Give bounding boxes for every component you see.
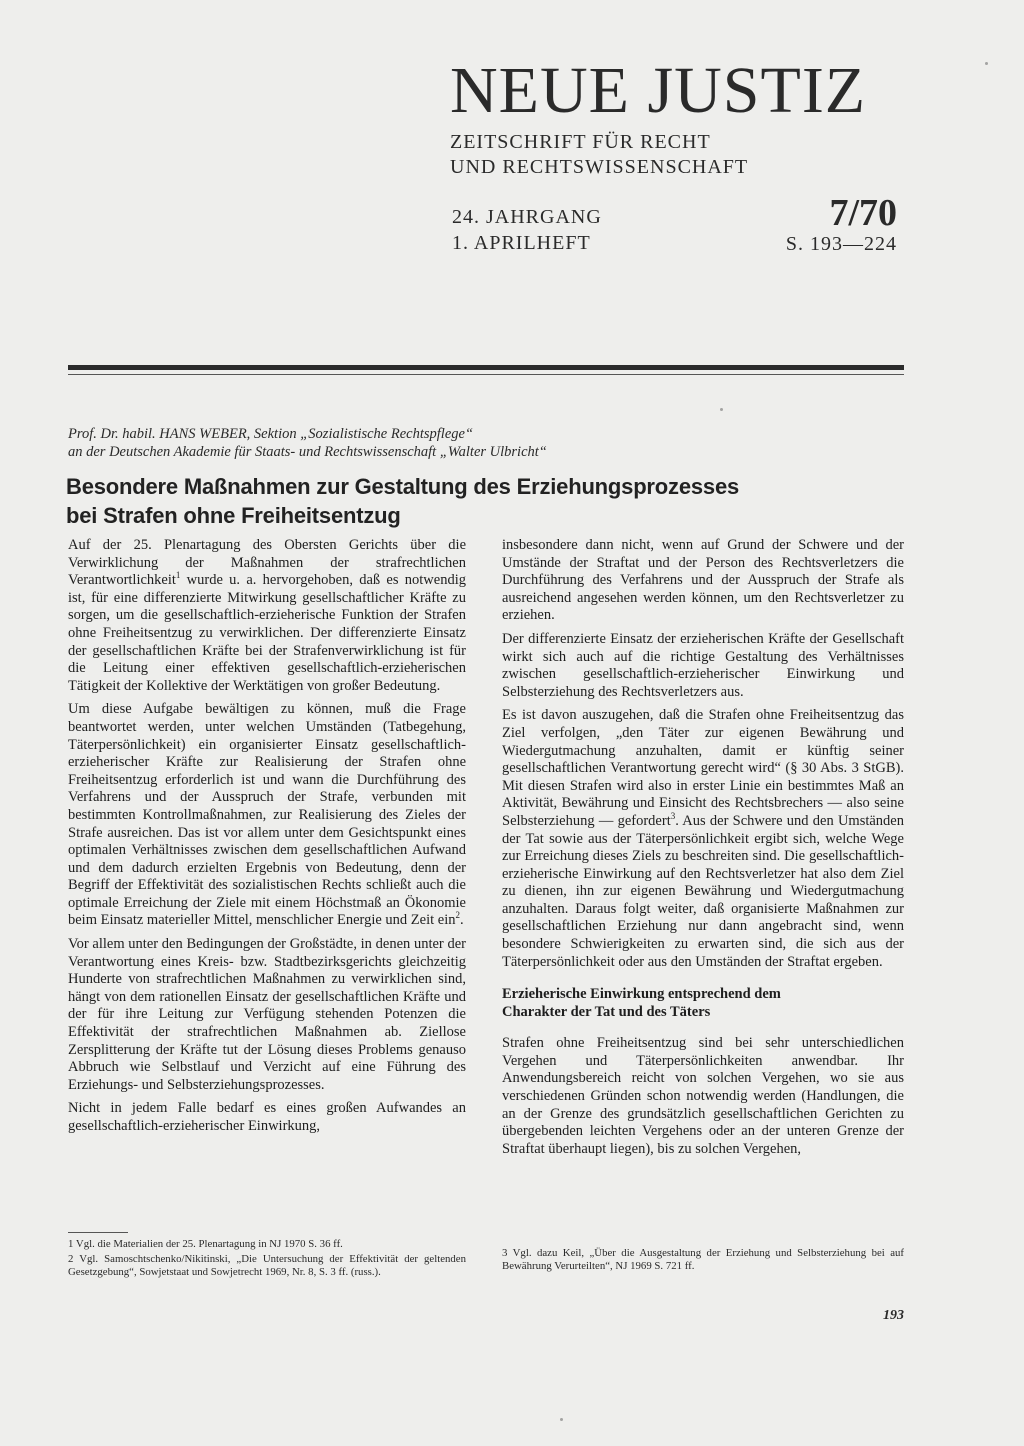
right-paragraph: Strafen ohne Freiheitsentzug sind bei sehr unterschiedlichen Vergehen und Täterpersönlichkeiten anwendbar. Ihr Anwendungsbereich reicht von solchen Vergehen, wo sie aus verschiedenen Gründen schon notwendig werden (Handlungen, die an der Grenze des grundsätzlich gesellschaftlichen Gerichten zu übergebenden leichten Vergehens oder an der unteren Grenze der Straftat überhaupt liegen), bis zu solchen Vergehen, <box>502 1035 904 1157</box>
footnotes-right <box>502 1247 904 1275</box>
issue-pages: S. 193—224 <box>785 233 897 255</box>
article-headline <box>66 472 926 530</box>
left-paragraph: Um diese Aufgabe bewältigen zu können, muß die Frage beantwortet werden, unter welchen Umständen (Tatbegehung, Täterpersönlichkeit) ein organisierter Einsatz gesellschaftlich-erzieherischer Kräfte zur Realisierung der Strafen ohne Freiheitsentzug erforderlich ist und wann die Durchführung des Verfahrens und der Ausspruch der Strafe, verbunden mit bestimmten Kontrollmaßnahmen, zur Realisierung des Zieles der Strafe ausreichen. Das ist vor allem unter dem Gesichtspunkt eines optimalen Verhältnisses zwischen dem gesellschaftlichen Aufwand und dem dadurch erzielten Ergebnis von Bedeutung, denn der Begriff der Effektivität des sozialistischen Rechts schließt auch die optimale Erreichung der Ziele mit einem Höchstmaß an Ökonomie beim Einsatz materieller Mittel, menschlicher Energie und Zeit ein$^2$. <box>68 701 466 929</box>
right-paragraph: insbesondere dann nicht, wenn auf Grund der Schwere und der Umstände der Straftat und der Person des Rechtsverletzers die Durchführung des Verfahrens und der Ausspruch der Strafe als ausreichend angesehen werden können, um den Rechtsverletzer zu erziehen. <box>502 537 904 624</box>
left-paragraph: Auf der 25. Plenartagung des Obersten Gerichts über die Verwirklichung der Maßnahmen der strafrechtlichen Verantwortlichkeit$^1$ wurde u. a. hervorgehoben, daß es notwendig ist, für eine differenzierte Mitwirkung gesellschaftlicher Kräfte zu sorgen, um die gesellschaftlich-erzieherische Funktion der Strafen ohne Freiheitsentzug zu verwirklichen. Der differenzierte Einsatz der gesellschaftlichen Kräfte bei der Strafenverwirklichung ist für die Leitung einer effektiven gesellschaftlich-erzieherischen Tätigkeit der Kollektive der Werktätigen von großer Bedeutung. <box>68 537 466 694</box>
footnotes-left <box>68 1238 466 1281</box>
subheading-line1: Erzieherische Einwirkung entsprechend dem <box>502 986 781 1003</box>
right-column <box>502 537 904 1164</box>
article-byline <box>68 425 908 461</box>
subheading-line2: Charakter der Tat und des Täters <box>502 1004 711 1021</box>
journal-subtitle-line1: ZEITSCHRIFT FÜR RECHT <box>450 131 711 153</box>
page-number: 193 <box>883 1308 904 1323</box>
issue-volume-block <box>452 204 602 256</box>
left-paragraph: Nicht in jedem Falle bedarf es eines großen Aufwandes an gesellschaftlich-erzieherischer Einwirkung, <box>68 1100 466 1134</box>
left-column <box>68 537 466 1142</box>
section-subheading <box>502 985 904 1021</box>
issue-number: 7/70 <box>829 192 897 234</box>
headline-line2: bei Strafen ohne Freiheitsentzug <box>66 503 401 528</box>
header-rule-thin <box>68 374 904 375</box>
left-paragraph: Vor allem unter den Bedingungen der Großstädte, in denen unter der Verantwortung eines Kreis- bzw. Stadtbezirksgerichts gleichzeitig Hunderte von strafrechtlichen Maßnahmen zu verwirklichen sind, hängt von dem rationellen Einsatz der gesellschaftlichen Kräfte und der für ihre Leitung zur Verfügung stehenden Potenzen die Effektivität der strafrechtlichen Maßnahmen ab. Ziellose Zersplitterung der Kräfte tut der Lösung dieses Problems genauso Abbruch wie Selbstlauf und Verzicht auf eine Führung des Erziehungs- und Selbsterziehungsprozesses. <box>68 936 466 1093</box>
masthead <box>450 54 910 180</box>
issue-info <box>452 192 897 260</box>
print-speck <box>985 62 988 65</box>
issue-part: 1. APRILHEFT <box>452 232 591 254</box>
byline-line1: Prof. Dr. habil. HANS WEBER, Sektion „Sozialistische Rechtspflege“ <box>68 426 474 442</box>
print-speck <box>560 1418 563 1421</box>
journal-title: NEUE JUSTIZ <box>450 54 867 127</box>
print-speck <box>720 408 723 411</box>
footnote-rule-left <box>68 1232 128 1233</box>
footnote: 3 Vgl. dazu Keil, „Über die Ausgestaltung der Erziehung und Selbsterziehung bei auf Bewährung Verurteilten“, NJ 1969 S. 721 ff. <box>502 1247 904 1272</box>
right-paragraph: Es ist davon auszugehen, daß die Strafen ohne Freiheitsentzug das Ziel verfolgen, „den Täter zur eigenen Bewährung und Wiedergutmachung anzuhalten, damit er künftig seiner gesellschaftlichen Verantwortung gerecht wird“ (§ 30 Abs. 3 StGB). Mit diesen Strafen wird also in erster Linie ein bestimmtes Maß an Aktivität, Bewährung und Einsicht des Rechtsbrechers — also seine Selbsterziehung — gefordert$^3$. Aus der Schwere und den Umständen der Tat sowie aus der Täterpersönlichkeit ergibt sich, welche Wege zur Erreichung dieses Ziels zu beschreiten sind. Die gesellschaftlich-erzieherische Einwirkung auf den Rechtsverletzer hat also dem Ziel zu dienen, ihn zur eigenen Bewährung und Wiedergutmachung anzuhalten. Daraus folgt weiter, daß organisierte Maßnahmen zur gesellschaftlichen Erziehung nur dann angebracht sind, wenn besondere Schwierigkeiten zu erwarten sind, die sich aus der Täterpersönlichkeit oder aus den Umständen der Straftat ergeben. <box>502 707 904 970</box>
byline-line2: an der Deutschen Akademie für Staats- und Rechtswissenschaft „Walter Ulbricht“ <box>68 444 547 460</box>
right-paragraph: Der differenzierte Einsatz der erzieherischen Kräfte der Gesellschaft wirkt sich auch auf die richtige Gestaltung des Verhältnisses zwischen gesellschaftlich-erzieherischer Einwirkung und Selbsterziehung des Rechtsverletzers aus. <box>502 630 904 700</box>
header-rule-thick <box>68 365 904 370</box>
issue-volume: 24. JAHRGANG <box>452 206 602 228</box>
journal-subtitle-line2: UND RECHTSWISSENSCHAFT <box>450 156 749 178</box>
headline-line1: Besondere Maßnahmen zur Gestaltung des Erziehungsprozesses <box>66 474 740 499</box>
footnote: 1 Vgl. die Materialien der 25. Plenartagung in NJ 1970 S. 36 ff. <box>68 1238 343 1250</box>
footnote: 2 Vgl. Samoschtschenko/Nikitinski, „Die Untersuchung der Effektivität der geltenden Gesetzgebung“, Sowjetstaat und Sowjetrecht 1969, Nr. 8, S. 3 ff. (russ.). <box>68 1253 466 1278</box>
